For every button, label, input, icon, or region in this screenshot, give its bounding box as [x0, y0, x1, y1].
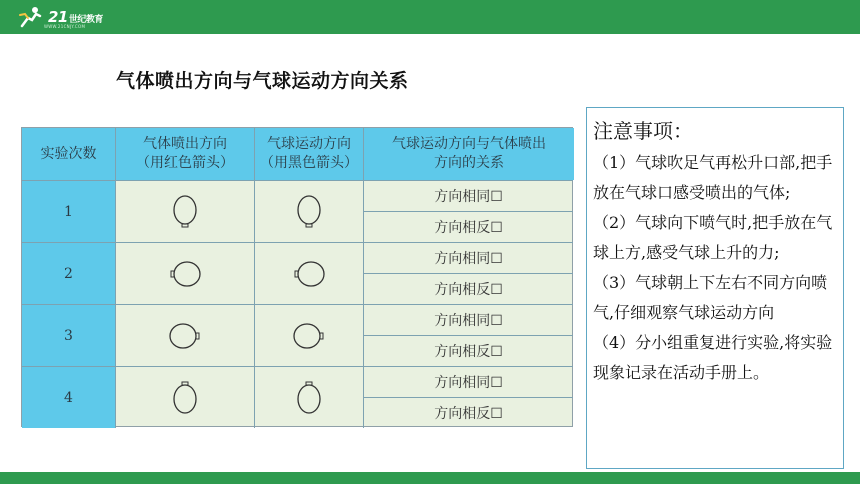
row-number: 3 — [22, 304, 116, 366]
option-same-direction[interactable]: 方向相同☐ — [364, 304, 573, 335]
balloon-direction-cell[interactable] — [255, 242, 364, 304]
gas-direction-cell[interactable] — [116, 304, 255, 366]
top-bar — [0, 0, 860, 34]
notes-title: 注意事项： — [593, 119, 693, 143]
row-number: 2 — [22, 242, 116, 304]
balloon-mouth-right-icon — [292, 321, 326, 351]
logo-text: 21世纪教育 — [48, 8, 103, 26]
balloon-direction-cell[interactable] — [255, 366, 364, 428]
note-item: （1）气球吹足气再松升口部,把手放在气球口感受喷出的气体; — [593, 153, 833, 202]
option-same-direction[interactable]: 方向相同☐ — [364, 366, 573, 397]
option-opposite-direction[interactable]: 方向相反☐ — [364, 335, 573, 366]
experiment-table — [21, 127, 573, 427]
header-relationship: 气球运动方向与气体喷出 方向的关系 — [364, 128, 574, 180]
gas-direction-cell[interactable] — [116, 180, 255, 242]
note-item: （2）气球向下喷气时,把手放在气球上方,感受气球上升的力; — [593, 213, 833, 262]
note-item: （3）气球朝上下左右不同方向喷气,仔细观察气球运动方向 — [593, 273, 828, 322]
option-opposite-direction[interactable]: 方向相反☐ — [364, 273, 573, 304]
row-number: 1 — [22, 180, 116, 242]
balloon-mouth-right-icon — [168, 321, 202, 351]
bottom-bar — [0, 472, 860, 484]
balloon-mouth-left-icon — [168, 259, 202, 289]
notes-panel — [586, 107, 844, 469]
note-item: （4）分小组重复进行实验,将实验现象记录在活动手册上。 — [593, 333, 833, 382]
option-same-direction[interactable]: 方向相同☐ — [364, 180, 573, 211]
logo-url: WWW.21CNJY.COM — [44, 24, 86, 29]
option-opposite-direction[interactable]: 方向相反☐ — [364, 211, 573, 242]
balloon-direction-cell[interactable] — [255, 304, 364, 366]
balloon-mouth-up-icon — [295, 379, 323, 415]
row-number: 4 — [22, 366, 116, 428]
option-opposite-direction[interactable]: 方向相反☐ — [364, 397, 573, 428]
balloon-direction-cell[interactable] — [255, 180, 364, 242]
page-title: 气体喷出方向与气球运动方向关系 — [116, 70, 409, 92]
gas-direction-cell[interactable] — [116, 242, 255, 304]
option-same-direction[interactable]: 方向相同☐ — [364, 242, 573, 273]
runner-logo-icon — [18, 6, 44, 28]
gas-direction-cell[interactable] — [116, 366, 255, 428]
balloon-mouth-left-icon — [292, 259, 326, 289]
header-balloon-direction: 气球运动方向 （用黑色箭头） — [255, 128, 364, 180]
balloon-mouth-down-icon — [171, 194, 199, 230]
header-gas-direction: 气体喷出方向 （用红色箭头） — [116, 128, 255, 180]
balloon-mouth-up-icon — [171, 379, 199, 415]
balloon-mouth-down-icon — [295, 194, 323, 230]
header-trial-count: 实验次数 — [22, 128, 116, 180]
